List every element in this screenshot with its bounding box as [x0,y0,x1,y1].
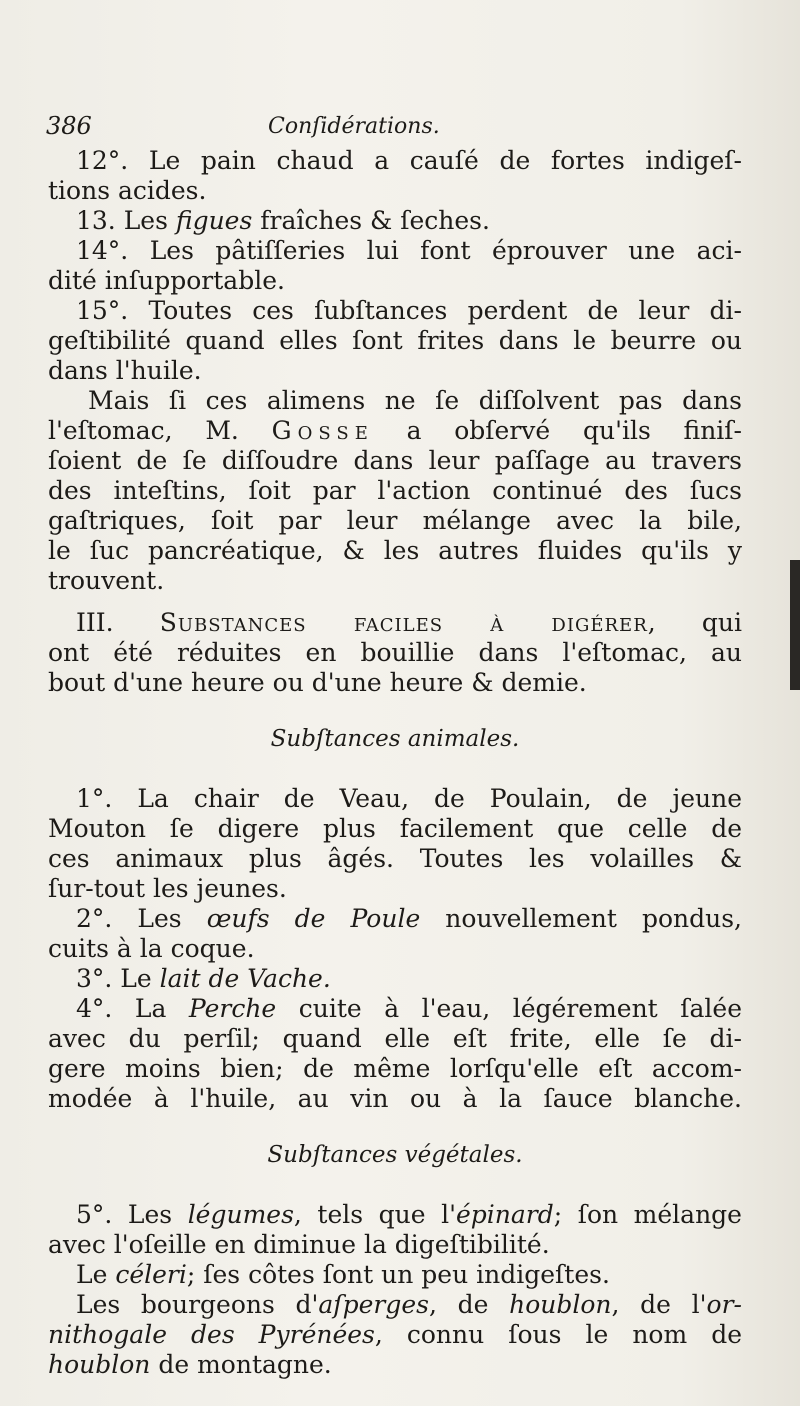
text-line: modée à l'huile, au vin ou à la ſauce blanche. [48,1084,742,1113]
text-line: ces animaux plus âgés. Toutes les volailles & [48,844,742,873]
text-line: nithogale des Pyrénées, connu ſous le nom de [48,1320,742,1349]
text-line: avec l'oſeille en diminue la digeſtibilité. [48,1230,550,1259]
text-line: cuits à la coque. [48,934,255,963]
text-line: ont été réduites en bouillie dans l'eſtomac, au [48,638,742,667]
running-title: Conſidérations. [268,114,440,139]
text-line: ſoient de ſe diſſoudre dans leur paſſage au travers [48,446,742,475]
text-line: geſtibilité quand elles ſont frites dans le beurre ou [48,326,742,355]
text-line: houblon de montagne. [48,1350,332,1379]
text-line: dité inſupportable. [48,266,285,295]
text-line: 1°. La chair de Veau, de Poulain, de jeune [76,784,742,813]
subheading-vegetal: Subſtances végétales. [267,1142,523,1168]
text-line: Le céleri; ſes côtes ſont un peu indigeſtes. [76,1260,610,1289]
text-line: le ſuc pancréatique, & les autres fluides qu'ils y [48,536,742,565]
text-line: Mais ſi ces alimens ne ſe diſſolvent pas dans [88,386,742,415]
text-line: 5°. Les légumes, tels que l'épinard; ſon mélange [76,1200,742,1229]
text-line: 3°. Le lait de Vache. [76,964,331,993]
text-line: 2°. Les œufs de Poule nouvellement pondus, [76,904,742,933]
page-text [48,146,742,1380]
text-line: Les bourgeons d'aſperges, de houblon, de l'or- [76,1290,742,1319]
page-number: 386 [46,112,92,140]
text-line: avec du perſil; quand elle eſt frite, elle ſe di- [48,1024,742,1053]
text-line: 14°. Les pâtiſſeries lui font éprouver une aci- [76,236,742,265]
running-head [46,112,746,148]
text-line: 13. Les figues fraîches & ſeches. [76,206,490,235]
text-line: tions acides. [48,176,207,205]
section-heading-line: III. Substances faciles à digérer, qui [76,608,742,637]
text-line: l'eſtomac, M. Gosse a obſervé qu'ils finiſ- [48,416,742,445]
text-line: trouvent. [48,566,165,595]
text-line: 15°. Toutes ces ſubſtances perdent de leur di- [76,296,742,325]
text-line: gere moins bien; de même lorſqu'elle eſt accom- [48,1054,742,1083]
subheading-animal: Subſtances animales. [270,726,520,752]
text-line: 4°. La Perche cuite à l'eau, légérement ſalée [76,994,742,1023]
text-line: des inteſtins, ſoit par l'action continué des ſucs [48,476,742,505]
text-line: gaſtriques, ſoit par leur mélange avec la bile, [48,506,742,535]
text-line: dans l'huile. [48,356,202,385]
text-line: ſur-tout les jeunes. [48,874,287,903]
text-line: 12°. Le pain chaud a cauſé de fortes indigeſ- [76,146,742,175]
text-line: bout d'une heure ou d'une heure & demie. [48,668,587,697]
page-edge-shadow [790,560,800,690]
text-line: Mouton ſe digere plus facilement que celle de [48,814,742,843]
